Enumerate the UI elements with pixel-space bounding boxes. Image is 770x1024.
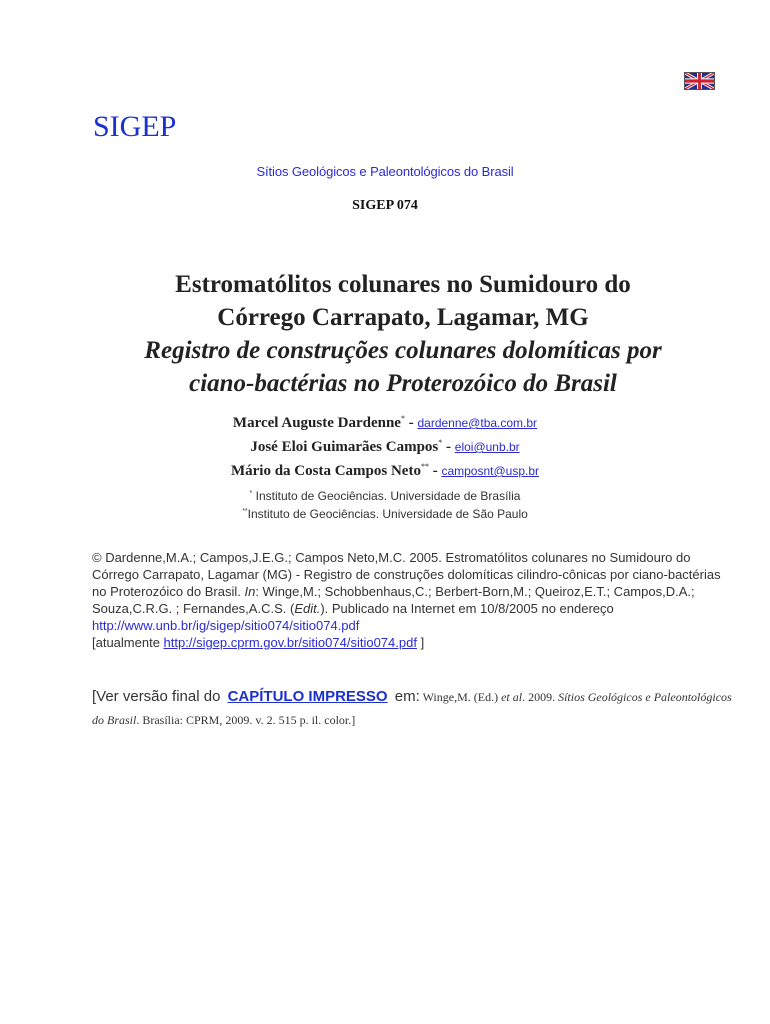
final-version-em: em:	[390, 688, 420, 705]
final-version-note	[92, 686, 732, 732]
author-email-link[interactable]: camposnt@usp.br	[441, 464, 540, 478]
author-line	[0, 457, 770, 481]
unb-url-link[interactable]: http://www.unb.br/ig/sigep/sitio074/sitio074.pdf	[92, 618, 360, 633]
title-line-4: ciano-bactérias no Proterozóico do Brasil	[189, 370, 617, 397]
cprm-url-link[interactable]: http://sigep.cprm.gov.br/sitio074/sitio074.pdf	[163, 635, 417, 650]
author-name: José Eloi Guimarães Campos	[250, 439, 439, 455]
institution-line	[0, 504, 770, 522]
author-separator: -	[442, 439, 455, 455]
uk-flag-icon[interactable]	[684, 72, 715, 90]
author-name: Marcel Auguste Dardenne	[232, 415, 401, 431]
citation-update-prefix: [atualmente	[92, 635, 164, 650]
institution-list	[0, 486, 770, 522]
document-title	[60, 268, 746, 400]
sigep-logo-text: SIGEP	[93, 110, 177, 143]
citation-in: In	[244, 584, 256, 599]
final-version-etal: et al	[501, 690, 523, 704]
final-version-ref: . 2009.	[522, 690, 559, 704]
title-line-1: Estromatólitos colunares no Sumidouro do	[175, 271, 631, 298]
sigep-code: SIGEP 074	[352, 198, 418, 213]
institution-text: Instituto de Geociências. Universidade de São Paulo	[247, 507, 528, 521]
author-name: Mário da Costa Campos Neto	[230, 463, 421, 479]
institution-mark: *	[249, 490, 253, 497]
author-mark: **	[420, 462, 429, 471]
author-email-link[interactable]: dardenne@tba.com.br	[417, 416, 538, 430]
citation-block	[92, 549, 732, 651]
final-version-ref: Winge,M. (Ed.)	[419, 690, 502, 704]
institution-text: Instituto de Geociências. Universidade de Brasília	[252, 489, 521, 503]
author-email-link[interactable]: eloi@unb.br	[454, 440, 520, 454]
institution-mark: **	[242, 508, 248, 515]
author-mark: *	[438, 438, 443, 447]
printed-chapter-link[interactable]: CAPÍTULO IMPRESSO	[227, 688, 388, 705]
title-line-2: Córrego Carrapato, Lagamar, MG	[217, 304, 589, 331]
author-separator: -	[428, 463, 442, 479]
citation-text: © Dardenne,M.A.; Campos,J.E.G.; Campos Neto,M.C. 2005. Estromatólitos colunares no Sumidouro do Córrego Carrapato, Lagamar (MG) - Registro de construções dolomíticas cilindro-cônicas por ciano-bactérias no Proterozóico do Brasil.	[92, 550, 721, 599]
author-mark: *	[400, 414, 405, 423]
site-subtitle: Sítios Geológicos e Paleontológicos do Brasil	[256, 164, 514, 179]
final-version-open: [Ver versão final do	[92, 688, 225, 705]
final-version-book: Sítios Geológicos e Paleontológicos do Brasil	[92, 690, 732, 727]
author-list	[0, 409, 770, 481]
citation-text: ). Publicado na Internet em 10/8/2005 no endereço	[320, 601, 614, 616]
title-line-3: Registro de construções colunares dolomíticas por	[144, 337, 662, 364]
citation-update-suffix: ]	[416, 635, 425, 650]
author-line	[0, 409, 770, 433]
author-line	[0, 433, 770, 457]
citation-edit: Edit.	[294, 601, 321, 616]
final-version-ref: . Brasília: CPRM, 2009. v. 2. 515 p. il. color.]	[136, 713, 356, 727]
institution-line	[0, 486, 770, 504]
citation-text: : Winge,M.; Schobbenhaus,C.; Berbert-Born,M.; Queiroz,E.T.; Campos,D.A.; Souza,C.R.G. ; Fernandes,A.C.S. (	[92, 584, 695, 616]
author-separator: -	[404, 415, 418, 431]
